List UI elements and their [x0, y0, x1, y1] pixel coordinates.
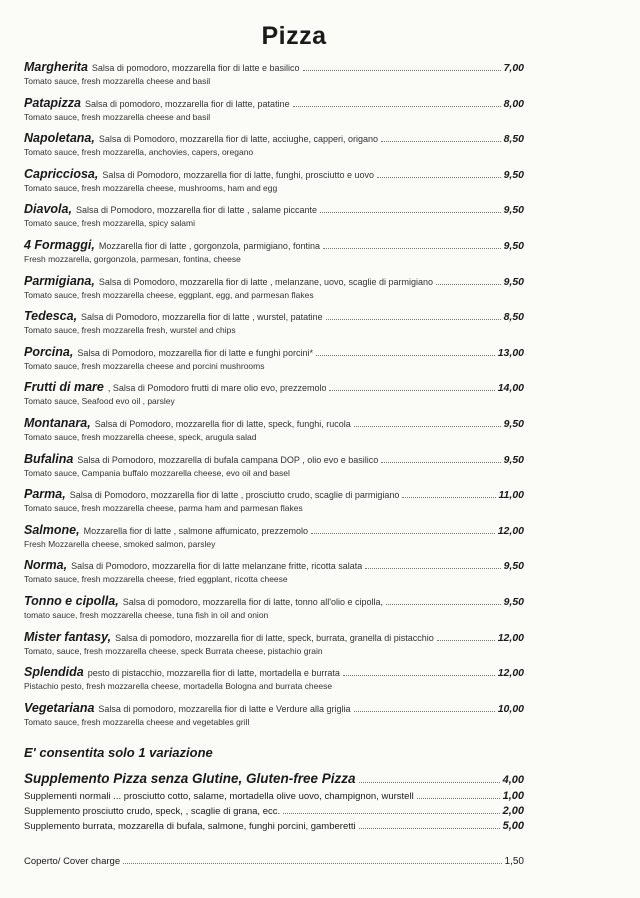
dot-leader	[283, 813, 499, 814]
menu-item-line	[24, 168, 524, 182]
pizza-name: Margherita	[24, 60, 88, 74]
ingredients-it: Salsa di Pomodoro, mozzarella fior di latte e funghi porcini*	[77, 347, 313, 358]
dot-leader	[381, 141, 501, 142]
ingredients-it: Salsa di Pomodoro, mozzarella fior di latte , prosciutto crudo, scaglie di parmigiano	[69, 490, 400, 501]
menu-item-line	[24, 453, 524, 467]
ingredients-it: Salsa di Pomodoro, mozzarella di bufala campana DOP , olio evo e basilico	[77, 454, 379, 465]
ingredients-en: Tomato sauce, fresh mozzarella cheese and basil	[24, 111, 211, 122]
ingredients-it: Salsa di pomodoro, mozzarella fior di latte, patatine	[84, 98, 290, 109]
menu-item	[24, 453, 524, 489]
dot-leader	[326, 319, 501, 320]
dot-leader	[354, 711, 495, 712]
pizza-price: 9,50	[503, 204, 524, 217]
menu-item-line	[24, 132, 524, 146]
menu-item-line	[24, 488, 524, 502]
menu-item	[24, 417, 524, 453]
pizza-list	[24, 61, 524, 737]
dot-leader	[323, 248, 501, 249]
ingredients-it: , Salsa di Pomodoro frutti di mare olio evo, prezzemolo	[107, 383, 327, 394]
pizza-price: 7,00	[503, 62, 524, 74]
variation-note: E' consentita solo 1 variazione	[24, 745, 213, 761]
pizza-name: Norma,	[24, 558, 68, 573]
ingredients-it: Salsa di pomodoro, mozzarella fior di latte, tonno all'olio e cipolla,	[122, 596, 384, 607]
ingredients-it: Salsa di Pomodoro, mozzarella fior di latte, speck, funghi, rucola	[94, 418, 351, 429]
menu-item	[24, 488, 524, 524]
dot-leader	[436, 284, 501, 285]
menu-item	[24, 61, 524, 97]
menu-item	[24, 97, 524, 133]
menu-item-line	[24, 310, 524, 324]
pizza-price: 12,00	[497, 667, 524, 680]
menu-item-line	[24, 595, 524, 609]
pizza-name: Porcina,	[24, 344, 74, 359]
pizza-price: 8,00	[503, 97, 524, 110]
pizza-name: Vegetariana	[24, 700, 95, 715]
pizza-name: Tedesca,	[24, 309, 78, 324]
dot-leader	[293, 106, 501, 107]
cover-label: Coperto/ Cover charge	[24, 856, 121, 868]
pizza-name: Montanara,	[24, 415, 91, 430]
ingredients-en: Tomato sauce, Seafood evo oil , parsley	[24, 396, 175, 407]
ingredients-en: Tomato sauce, Campania buffalo mozzarella cheese, evo oil and basel	[24, 467, 290, 478]
ingredients-en: tomato sauce, fresh mozzarella cheese, tuna fish in oil and onion	[24, 609, 269, 620]
gluten-free-supplement	[24, 770, 524, 789]
menu-item-line	[24, 524, 524, 538]
ingredients-it: Salsa di Pomodoro, mozzarella fior di latte melanzane fritte, ricotta salata	[71, 561, 363, 572]
menu-item	[24, 203, 524, 239]
dot-leader	[123, 863, 501, 864]
supplement-title-price: 4,00	[502, 774, 524, 787]
menu-item	[24, 132, 524, 168]
pizza-name: Mister fantasy,	[24, 629, 112, 644]
menu-item	[24, 239, 524, 275]
pizza-name: Frutti di mare	[24, 380, 104, 395]
menu-item	[24, 524, 524, 560]
supplement-label: Supplemento prosciutto crudo, speck, , scaglie di grana, ecc.	[24, 806, 281, 818]
dot-leader	[381, 462, 500, 463]
menu-item	[24, 275, 524, 311]
pizza-name: Bufalina	[24, 451, 74, 466]
menu-item	[24, 381, 524, 417]
supplement-row	[24, 789, 524, 804]
ingredients-en: Fresh mozzarella, gorgonzola, parmesan, fontina, cheese	[24, 253, 241, 264]
supplement-price: 2,00	[502, 805, 524, 818]
dot-leader	[437, 640, 495, 641]
menu-item	[24, 310, 524, 346]
ingredients-en: Tomato sauce, fresh mozzarella cheese and vegetables grill	[24, 716, 250, 727]
menu-item	[24, 702, 524, 738]
menu-item-line	[24, 203, 524, 217]
pizza-price: 12,00	[497, 631, 524, 644]
pizza-name: Tonno e cipolla,	[24, 593, 119, 608]
pizza-price: 9,50	[503, 275, 524, 288]
dot-leader	[316, 355, 495, 356]
ingredients-en: Tomato, sauce, fresh mozzarella cheese, speck Burrata cheese, pistachio grain	[24, 645, 323, 656]
pizza-price: 10,00	[497, 702, 524, 715]
menu-item	[24, 346, 524, 382]
menu-item-line	[24, 61, 524, 75]
ingredients-it: Salsa di pomodoro, mozzarella fior di latte e Verdure alla griglia	[98, 703, 351, 714]
ingredients-en: Tomato sauce, fresh mozzarella cheese, mushrooms, ham and egg	[24, 182, 278, 193]
ingredients-en: Tomato sauce, fresh mozzarella cheese, speck, arugula salad	[24, 431, 257, 442]
menu-item-line	[24, 239, 524, 253]
page-title: Pizza	[261, 22, 327, 50]
ingredients-it: Salsa di Pomodoro, mozzarella fior di latte, funghi, prosciutto e uovo	[102, 169, 374, 180]
dot-leader	[354, 426, 501, 427]
menu-item-line	[24, 631, 524, 645]
pizza-name: Parmigiana,	[24, 273, 95, 288]
ingredients-en: Fresh Mozzarella cheese, smoked salmon, parsley	[24, 538, 216, 549]
ingredients-it: pesto di pistacchio, mozzarella fior di latte, mortadella e burrata	[87, 668, 340, 679]
supplement-price: 5,00	[502, 820, 524, 833]
dot-leader	[303, 70, 501, 71]
pizza-price: 12,00	[497, 524, 524, 537]
pizza-name: Patapizza	[24, 95, 81, 110]
dot-leader	[377, 177, 501, 178]
pizza-name: Salmone,	[24, 522, 80, 537]
menu-item	[24, 168, 524, 204]
ingredients-en: Tomato sauce, fresh mozzarella, anchovies, capers, oregano	[24, 147, 254, 158]
pizza-name: Capricciosa,	[24, 166, 99, 181]
pizza-price: 11,00	[498, 489, 524, 502]
dot-leader	[386, 604, 501, 605]
menu-item	[24, 595, 524, 631]
menu-item	[24, 631, 524, 667]
ingredients-it: Salsa di Pomodoro, mozzarella fior di latte , wurstel, patatine	[81, 312, 323, 323]
ingredients-it: Salsa di Pomodoro, mozzarella fior di latte , melanzane, uovo, scaglie di parmigiano	[98, 276, 434, 287]
pizza-price: 9,50	[503, 595, 524, 608]
pizza-name: Diavola,	[24, 202, 72, 217]
menu-item	[24, 666, 524, 702]
pizza-price: 13,00	[497, 346, 524, 359]
menu-item-line	[24, 97, 524, 111]
ingredients-it: Salsa di Pomodoro, mozzarella fior di latte , salame piccante	[75, 205, 318, 216]
ingredients-en: Pistachio pesto, fresh mozzarella cheese, mortadella Bologna and burrata cheese	[24, 681, 333, 692]
menu-item-line	[24, 666, 524, 680]
menu-item-line	[24, 559, 524, 573]
ingredients-en: Tomato sauce, fresh mozzarella, spicy salami	[24, 218, 196, 229]
menu-item	[24, 559, 524, 595]
cover-price: 1,50	[504, 856, 524, 868]
supplement-label: Supplemento burrata, mozzarella di bufala, salmone, funghi porcini, gamberetti	[24, 821, 356, 833]
ingredients-it: Mozzarella fior di latte , gorgonzola, parmigiano, fontina	[98, 240, 320, 251]
pizza-price: 8,50	[503, 311, 524, 324]
pizza-name: Splendida	[24, 665, 84, 680]
dot-leader	[365, 568, 500, 569]
pizza-price: 14,00	[497, 382, 524, 395]
dot-leader	[311, 533, 495, 534]
supplement-row	[24, 804, 524, 819]
dot-leader	[359, 782, 500, 783]
pizza-price: 8,50	[503, 133, 524, 146]
dot-leader	[329, 390, 494, 391]
menu-item-line	[24, 346, 524, 360]
ingredients-en: Tomato sauce, fresh mozzarella cheese and basil	[24, 76, 211, 86]
dot-leader	[320, 212, 501, 213]
supplement-list	[24, 789, 524, 834]
dot-leader	[417, 798, 500, 799]
ingredients-it: Mozzarella fior di latte , salmone affumicato, prezzemolo	[83, 525, 309, 536]
pizza-name: Napoletana,	[24, 131, 95, 146]
dot-leader	[343, 675, 495, 676]
ingredients-en: Tomato sauce, fresh mozzarella cheese, parma ham and parmesan flakes	[24, 503, 303, 514]
ingredients-en: Tomato sauce, fresh mozzarella cheese, fried eggplant, ricotta cheese	[24, 574, 288, 585]
ingredients-en: Tomato sauce, fresh mozzarella cheese and porcini mushrooms	[24, 360, 265, 371]
dot-leader	[359, 828, 500, 829]
pizza-price: 9,50	[503, 239, 524, 252]
supplement-price: 1,00	[502, 790, 524, 803]
supplement-label: Supplementi normali ... prosciutto cotto, salame, mortadella olive uovo, champignon, wurstell	[24, 791, 414, 803]
pizza-price: 9,50	[503, 168, 524, 181]
pizza-name: Parma,	[24, 487, 66, 502]
ingredients-en: Tomato sauce, fresh mozzarella fresh, wurstel and chips	[24, 325, 236, 336]
supplement-title: Supplemento Pizza senza Glutine, Gluten-free Pizza	[24, 771, 356, 787]
menu-item-line	[24, 381, 524, 395]
supplement-row	[24, 819, 524, 834]
cover-charge	[24, 856, 524, 867]
pizza-price: 9,50	[503, 417, 524, 430]
ingredients-it: Salsa di Pomodoro, mozzarella fior di latte, acciughe, capperi, origano	[98, 134, 379, 145]
ingredients-it: Salsa di pomodoro, mozzarella fior di latte e basilico	[91, 63, 300, 73]
ingredients-en: Tomato sauce, fresh mozzarella cheese, eggplant, egg, and parmesan flakes	[24, 289, 314, 300]
menu-item-line	[24, 702, 524, 716]
ingredients-it: Salsa di pomodoro, mozzarella fior di latte, speck, burrata, granella di pistacchio	[115, 632, 434, 643]
pizza-price: 9,50	[503, 453, 524, 466]
menu-item-line	[24, 417, 524, 431]
menu-item-line	[24, 275, 524, 289]
pizza-name: 4 Formaggi,	[24, 237, 95, 252]
pizza-price: 9,50	[503, 560, 524, 573]
menu-page	[24, 22, 524, 867]
dot-leader	[402, 497, 495, 498]
